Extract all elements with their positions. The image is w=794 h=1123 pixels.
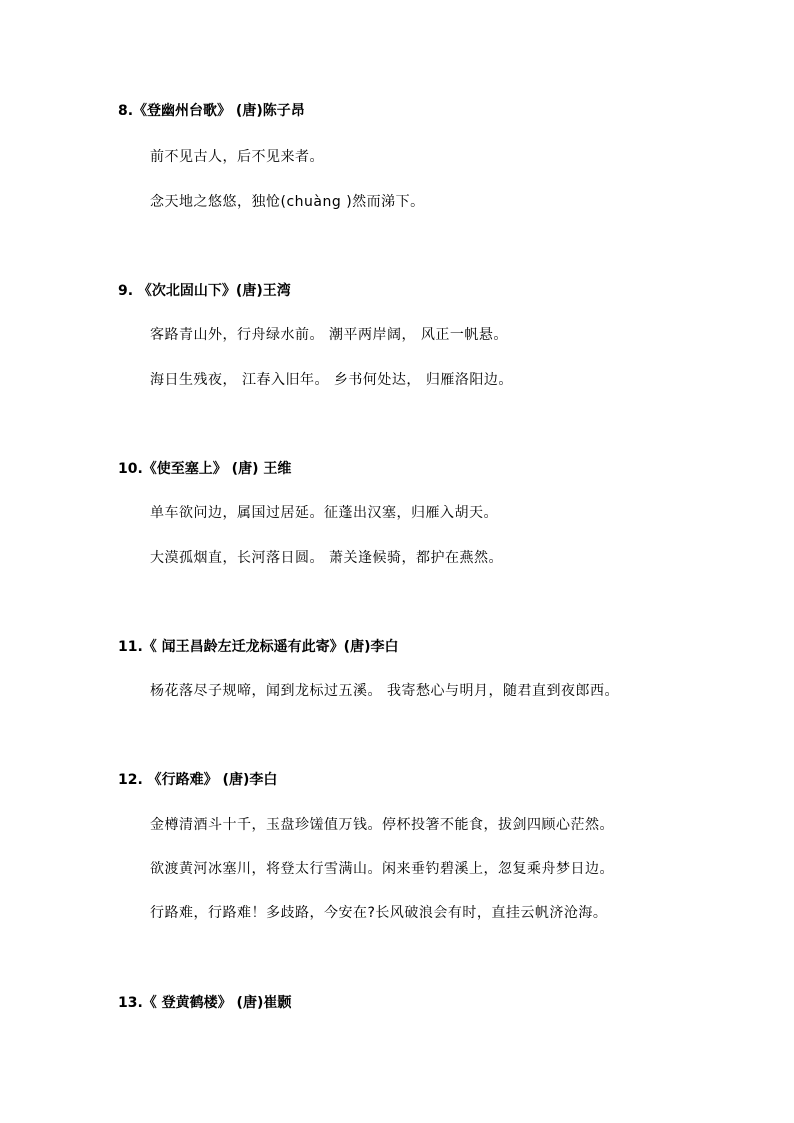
poem-line: 海日生残夜， 江春入旧年。 乡书何处达， 归雁洛阳边。 xyxy=(150,372,513,388)
poem-line: 前不见古人，后不见来者。 xyxy=(150,149,324,165)
poem-heading: 12. 《行路难》 (唐)李白 xyxy=(118,772,278,788)
poem-line: 金樽清酒斗十千，玉盘珍馐值万钱。停杯投箸不能食，拔剑四顾心茫然。 xyxy=(150,817,614,833)
poem-line: 客路青山外，行舟绿水前。 潮平两岸阔， 风正一帆悬。 xyxy=(150,327,508,343)
poem-heading: 11.《 闻王昌龄左迁龙标遥有此寄》(唐)李白 xyxy=(118,639,399,655)
poem-heading: 8.《登幽州台歌》 (唐)陈子昂 xyxy=(118,103,305,119)
poem-heading: 13.《 登黄鹤楼》 (唐)崔颢 xyxy=(118,995,292,1011)
poem-line: 大漠孤烟直，长河落日圆。 萧关逢候骑，都护在燕然。 xyxy=(150,550,503,566)
poem-line: 杨花落尽子规啼，闻到龙标过五溪。 我寄愁心与明月，随君直到夜郎西。 xyxy=(150,683,619,699)
poem-heading: 9. 《次北固山下》(唐)王湾 xyxy=(118,283,291,299)
poem-line: 欲渡黄河冰塞川，将登太行雪满山。闲来垂钓碧溪上，忽复乘舟梦日边。 xyxy=(150,861,614,877)
poem-heading: 10.《使至塞上》 (唐) 王维 xyxy=(118,461,292,477)
poem-line: 念天地之悠悠，独怆(chuàng )然而涕下。 xyxy=(150,194,425,210)
poem-line: 单车欲问边，属国过居延。征蓬出汉塞，归雁入胡天。 xyxy=(150,505,498,521)
poem-line: 行路难，行路难！多歧路，今安在?长风破浪会有时，直挂云帆济沧海。 xyxy=(150,905,608,921)
